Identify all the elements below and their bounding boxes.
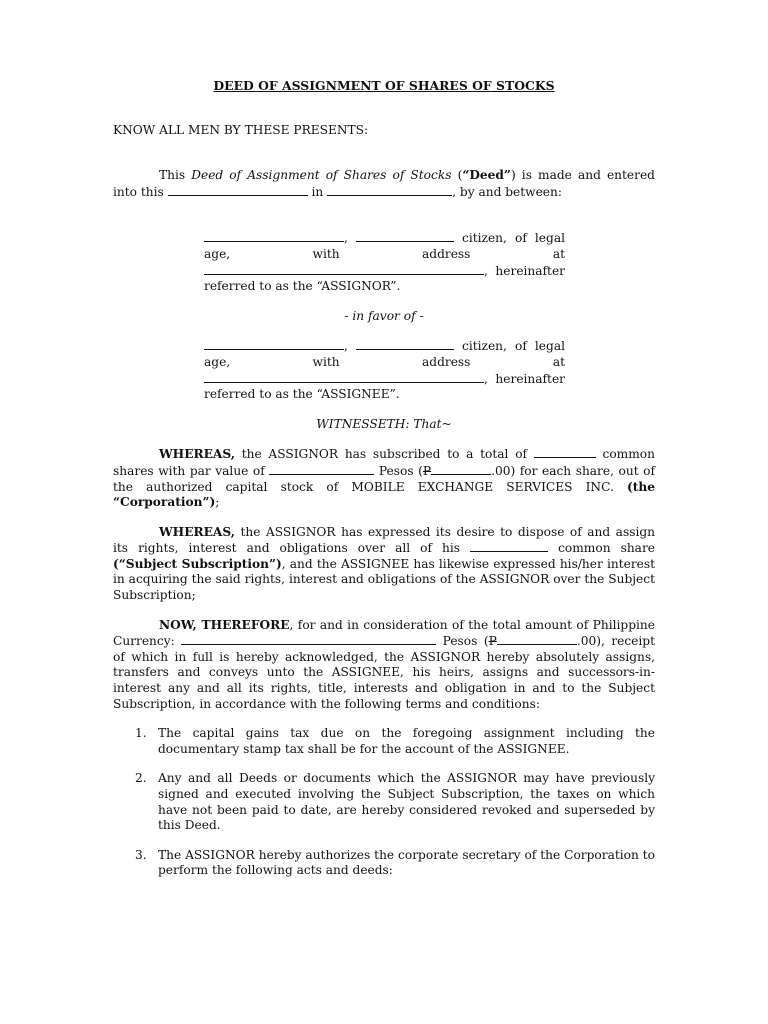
place-blank[interactable]: [327, 184, 452, 196]
deed-short-name: “Deed”: [462, 168, 511, 183]
deed-name: Deed of Assignment of Shares of Stocks: [191, 168, 452, 183]
opening-paragraph: This Deed of Assignment of Shares of Stocks (“Deed”) is made and entered into this in , by and between:: [113, 168, 655, 199]
assignor-name-blank[interactable]: [204, 230, 344, 242]
consideration-words-blank[interactable]: [181, 633, 436, 645]
terms-list: [113, 726, 655, 879]
peso-sign: P: [422, 463, 432, 478]
assignee-block: , citizen, of legal age, with address at , hereinafter referred to as the “ASSIGNEE”.: [204, 339, 565, 402]
assignee-address-blank[interactable]: [204, 371, 484, 383]
document-title: DEED OF ASSIGNMENT OF SHARES OF STOCKS: [213, 78, 555, 93]
par-value-amount-blank[interactable]: [431, 463, 491, 475]
list-item: 2. Any and all Deeds or documents which the ASSIGNOR may have previously signed and executed involving the Subject Subscription, the taxes on which have not been paid to date, are hereby considered revoked and superseded by this Deed.: [135, 771, 655, 833]
therefore-paragraph: NOW, THEREFORE, for and in consideration of the total amount of Philippine Currency: Pesos (P .00), receipt of which in full is hereby acknowledged, the ASSIGNOR hereby absolutely assigns, transfers and conveys unto the ASSIGNEE, his heirs, assigns and successors-in-interest any and all its rights, title, interests and obligation in and to the Subject Subscription, in accordance with the following terms and conditions:: [113, 617, 655, 711]
peso-sign: P: [488, 634, 497, 649]
common-share-blank[interactable]: [470, 540, 548, 552]
assignee-name-blank[interactable]: [204, 338, 344, 350]
assignor-address-blank[interactable]: [204, 263, 484, 275]
whereas-paragraph-1: WHEREAS, the ASSIGNOR has subscribed to a total of common shares with par value of Pesos (P .00) for each share, out of the authorized capital stock of MOBILE EXCHANGE SERVICES INC. (the “Corporation”);: [113, 447, 655, 510]
whereas-paragraph-2: WHEREAS, the ASSIGNOR has expressed its desire to dispose of and assign its rights, interest and obligations over all of his common share (“Subject Subscription”), and the ASSIGNEE has likewise expressed his/her interest in acquiring the said rights, interest and obligations of the ASSIGNOR over the Subject Subscription;: [113, 524, 656, 603]
par-value-words-blank[interactable]: [269, 463, 374, 475]
assignee-citizenship-blank[interactable]: [356, 338, 454, 350]
intro-line: KNOW ALL MEN BY THESE PRESENTS:: [113, 122, 369, 137]
assignor-block: , citizen, of legal age, with address at , hereinafter referred to as the “ASSIGNOR”.: [204, 231, 565, 294]
list-item: 3. The ASSIGNOR hereby authorizes the corporate secretary of the Corporation to perform the following acts and deeds:: [135, 847, 655, 878]
witnesseth-heading: WITNESSETH: That~: [316, 416, 452, 431]
total-shares-blank[interactable]: [534, 446, 596, 458]
date-blank[interactable]: [168, 184, 308, 196]
list-item: 1. The capital gains tax due on the foregoing assignment including the documentary stamp tax shall be for the account of the ASSIGNEE.: [135, 726, 655, 756]
assignor-citizenship-blank[interactable]: [356, 230, 454, 242]
in-favor-of: - in favor of -: [344, 308, 424, 323]
consideration-amount-blank[interactable]: [497, 633, 577, 645]
